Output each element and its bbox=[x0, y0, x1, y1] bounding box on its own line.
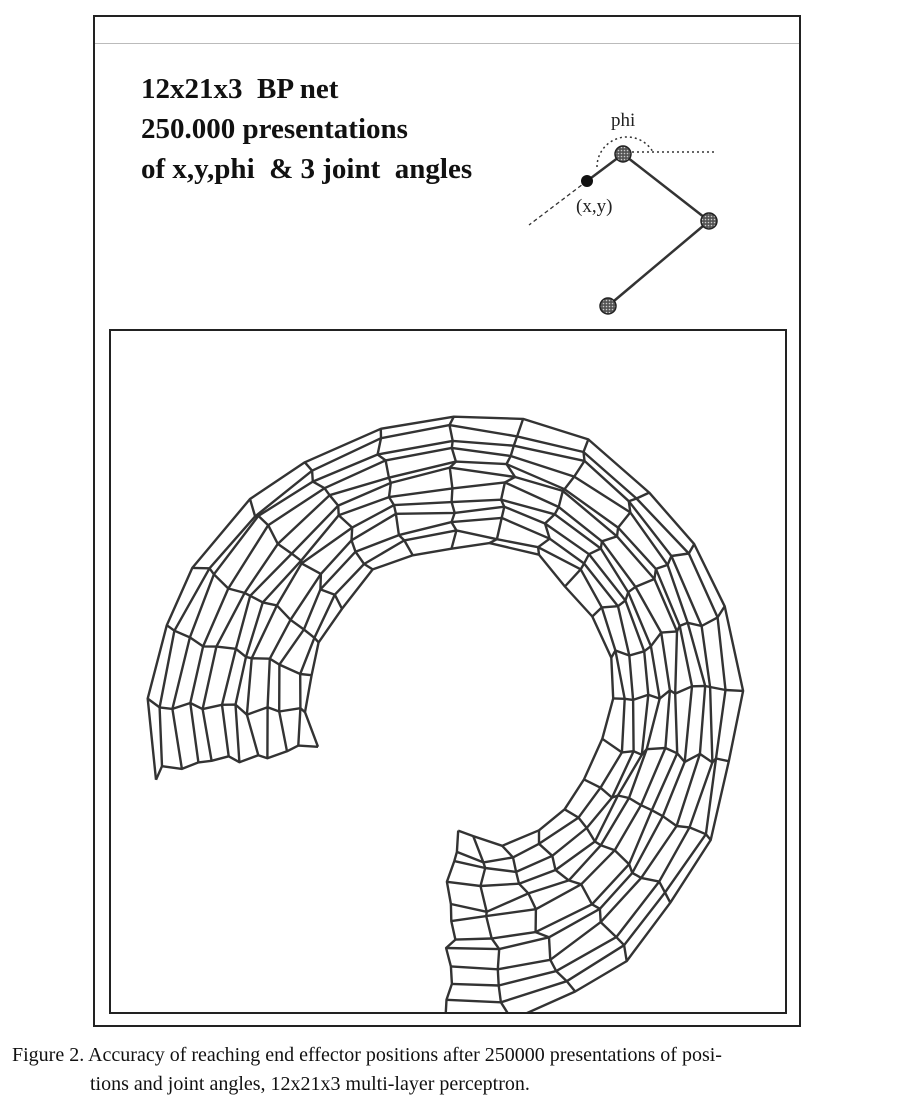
phi-label: phi bbox=[611, 110, 636, 131]
mesh-concentric-line bbox=[298, 530, 624, 862]
mesh-concentric-line bbox=[247, 500, 660, 912]
figure-frame bbox=[93, 15, 801, 1027]
mesh-radial-line bbox=[565, 493, 649, 587]
arm-link-2 bbox=[623, 154, 709, 221]
figure-heading bbox=[141, 69, 472, 189]
base-joint bbox=[600, 298, 616, 314]
heading-line-1: 12x21x3 BP net bbox=[141, 73, 339, 105]
caption-line-1: Figure 2. Accuracy of reaching end effector positions after 250000 presentations of posi- bbox=[12, 1044, 722, 1066]
mesh-concentric-line bbox=[305, 543, 613, 846]
joint-2 bbox=[701, 213, 717, 229]
workspace-plot bbox=[109, 329, 787, 1014]
heading-line-3: of x,y,phi & 3 joint angles bbox=[141, 153, 473, 185]
frame-top-rule bbox=[95, 43, 799, 44]
mesh-radial-line bbox=[148, 699, 305, 715]
caption-line-2: tions and joint angles, 12x21x3 multi-layer perceptron. bbox=[90, 1073, 530, 1095]
workspace-mesh bbox=[111, 331, 785, 1012]
arm-diagram bbox=[515, 95, 735, 325]
end-effector-point bbox=[581, 175, 593, 187]
figure-caption bbox=[12, 1041, 892, 1099]
mesh-radial-line bbox=[450, 417, 457, 549]
xy-label: (x,y) bbox=[576, 196, 613, 217]
joint-1 bbox=[615, 146, 631, 162]
arm-link-3 bbox=[608, 221, 709, 306]
mesh-concentric-line bbox=[267, 507, 648, 886]
heading-line-2: 250.000 presentations bbox=[141, 113, 408, 145]
